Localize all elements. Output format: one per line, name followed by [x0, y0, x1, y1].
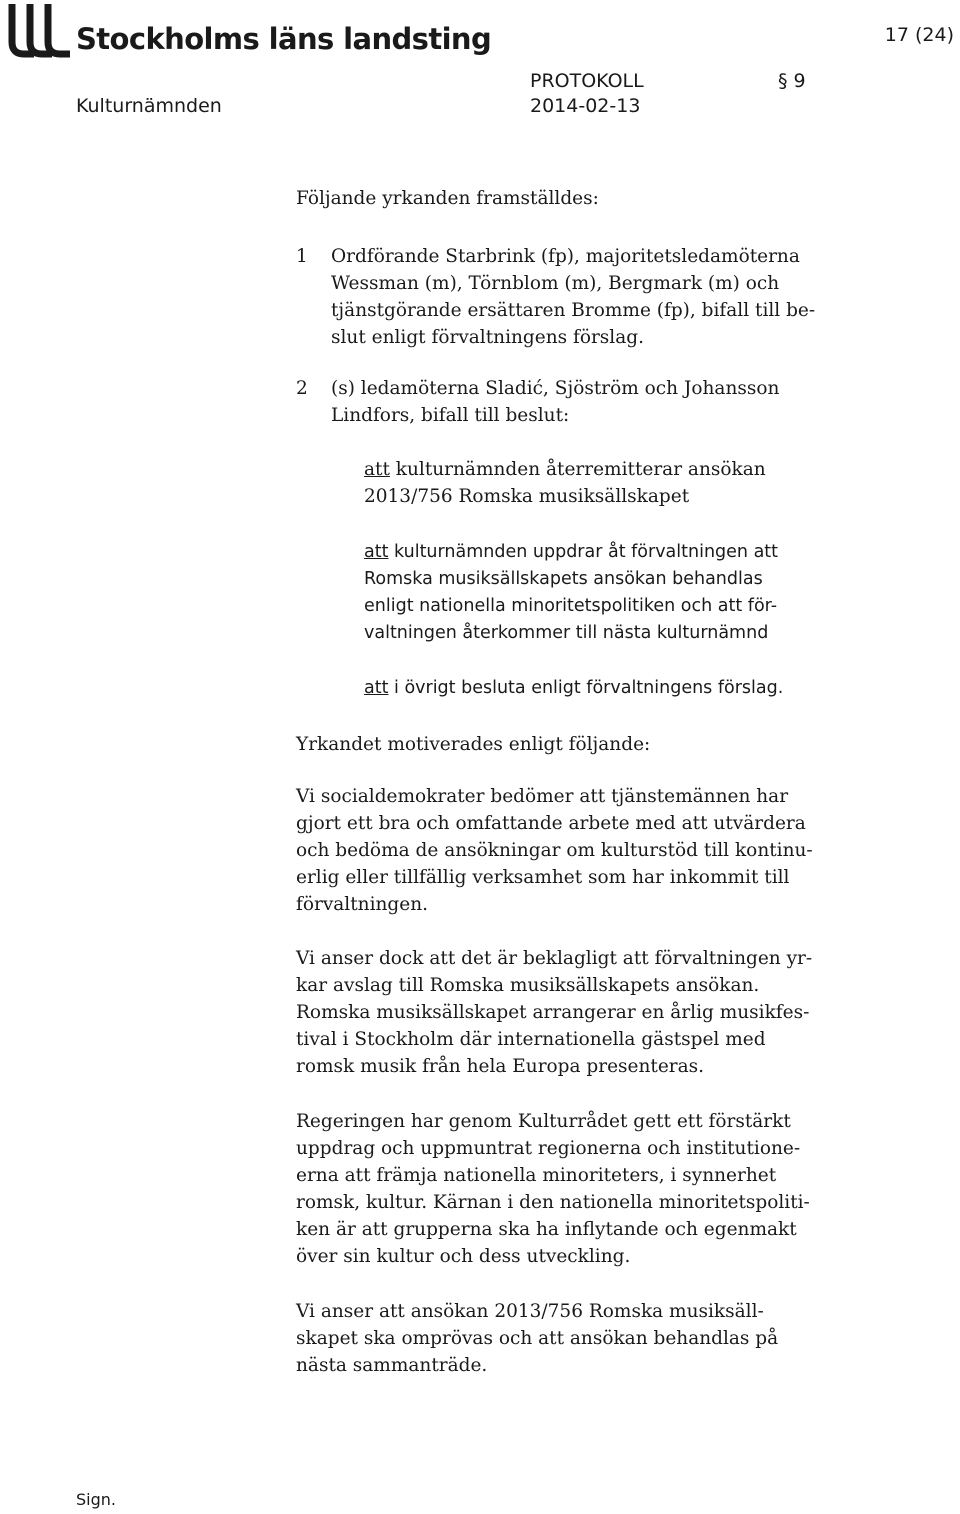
- text-line: erlig eller tillfällig verksamhet som har inkommit till: [296, 867, 790, 888]
- text-line: Vi anser dock att det är beklagligt att förvaltningen yr-: [296, 948, 813, 969]
- text-line: romsk, kultur. Kärnan i den nationella minoritetspoliti-: [296, 1192, 810, 1213]
- text-line: Ordförande Starbrink (fp), majoritetsledamöterna: [331, 246, 800, 267]
- organization-name: Stockholms läns landsting: [76, 22, 492, 56]
- text-line: Vi anser att ansökan 2013/756 Romska musiksäll-: [296, 1301, 764, 1322]
- att-clause-3: [364, 675, 824, 702]
- text-line: erna att främja nationella minoriteters, i synnerhet: [296, 1165, 777, 1186]
- department-name: Kulturnämnden: [76, 95, 222, 117]
- text-line: Romska musiksällskapets ansökan behandlas: [364, 569, 763, 589]
- section-number: § 9: [778, 70, 806, 92]
- att-text: kulturnämnden uppdrar åt förvaltningen att: [388, 542, 779, 562]
- text-line: (s) ledamöterna Sladić, Sjöström och Johansson: [331, 378, 780, 399]
- text-line: förvaltningen.: [296, 894, 428, 915]
- intro-text: Följande yrkanden framställdes:: [296, 188, 599, 209]
- text-line: tival i Stockholm där internationella gästspel med: [296, 1029, 766, 1050]
- text-line: romsk musik från hela Europa presenteras.: [296, 1056, 705, 1077]
- motivation-heading: Yrkandet motiverades enligt följande:: [296, 734, 651, 755]
- text-line: enligt nationella minoritetspolitiken och att för-: [364, 596, 778, 616]
- document-date: 2014-02-13: [530, 95, 641, 117]
- att-keyword: att: [364, 459, 390, 480]
- paragraph-3: [296, 1108, 836, 1270]
- document-type: PROTOKOLL: [530, 70, 644, 92]
- item-number: 2: [296, 378, 308, 399]
- paragraph-1: [296, 783, 836, 918]
- page-count: 17 (24): [884, 24, 954, 46]
- sign-label: Sign.: [76, 1490, 116, 1509]
- text-line: Lindfors, bifall till beslut:: [331, 405, 570, 426]
- text-line: Regeringen har genom Kulturrådet gett ett förstärkt: [296, 1111, 791, 1132]
- att-text: i övrigt besluta enligt förvaltningens förslag.: [388, 678, 784, 698]
- item-number: 1: [296, 246, 308, 267]
- sll-logo-icon: [4, 2, 74, 60]
- att-clause-2: [364, 539, 824, 647]
- paragraph-2: [296, 945, 836, 1080]
- att-text: kulturnämnden återremitterar ansökan: [389, 459, 766, 480]
- text-line: 2013/756 Romska musiksällskapet: [364, 486, 690, 507]
- text-line: gjort ett bra och omfattande arbete med att utvärdera: [296, 813, 806, 834]
- item-1-text: [331, 243, 831, 351]
- text-line: valtningen återkommer till nästa kulturnämnd: [364, 623, 769, 643]
- text-line: ken är att grupperna ska ha inflytande och egenmakt: [296, 1219, 797, 1240]
- att-clause-1: [364, 456, 824, 510]
- item-2-text: [331, 375, 831, 429]
- text-line: slut enligt förvaltningens förslag.: [331, 327, 644, 348]
- text-line: skapet ska omprövas och att ansökan behandlas på: [296, 1328, 779, 1349]
- text-line: och bedöma de ansökningar om kulturstöd till kontinu-: [296, 840, 813, 861]
- att-keyword: att: [364, 542, 389, 562]
- att-keyword: att: [364, 678, 389, 698]
- text-line: Romska musiksällskapet arrangerar en årlig musikfes-: [296, 1002, 810, 1023]
- text-line: över sin kultur och dess utveckling.: [296, 1246, 631, 1267]
- paragraph-4: [296, 1298, 836, 1379]
- text-line: uppdrag och uppmuntrat regionerna och institutione-: [296, 1138, 801, 1159]
- text-line: tjänstgörande ersättaren Bromme (fp), bifall till be-: [331, 300, 816, 321]
- text-line: Vi socialdemokrater bedömer att tjänstemännen har: [296, 786, 789, 807]
- text-line: nästa sammanträde.: [296, 1355, 488, 1376]
- text-line: Wessman (m), Törnblom (m), Bergmark (m) och: [331, 273, 780, 294]
- text-line: kar avslag till Romska musiksällskapets ansökan.: [296, 975, 760, 996]
